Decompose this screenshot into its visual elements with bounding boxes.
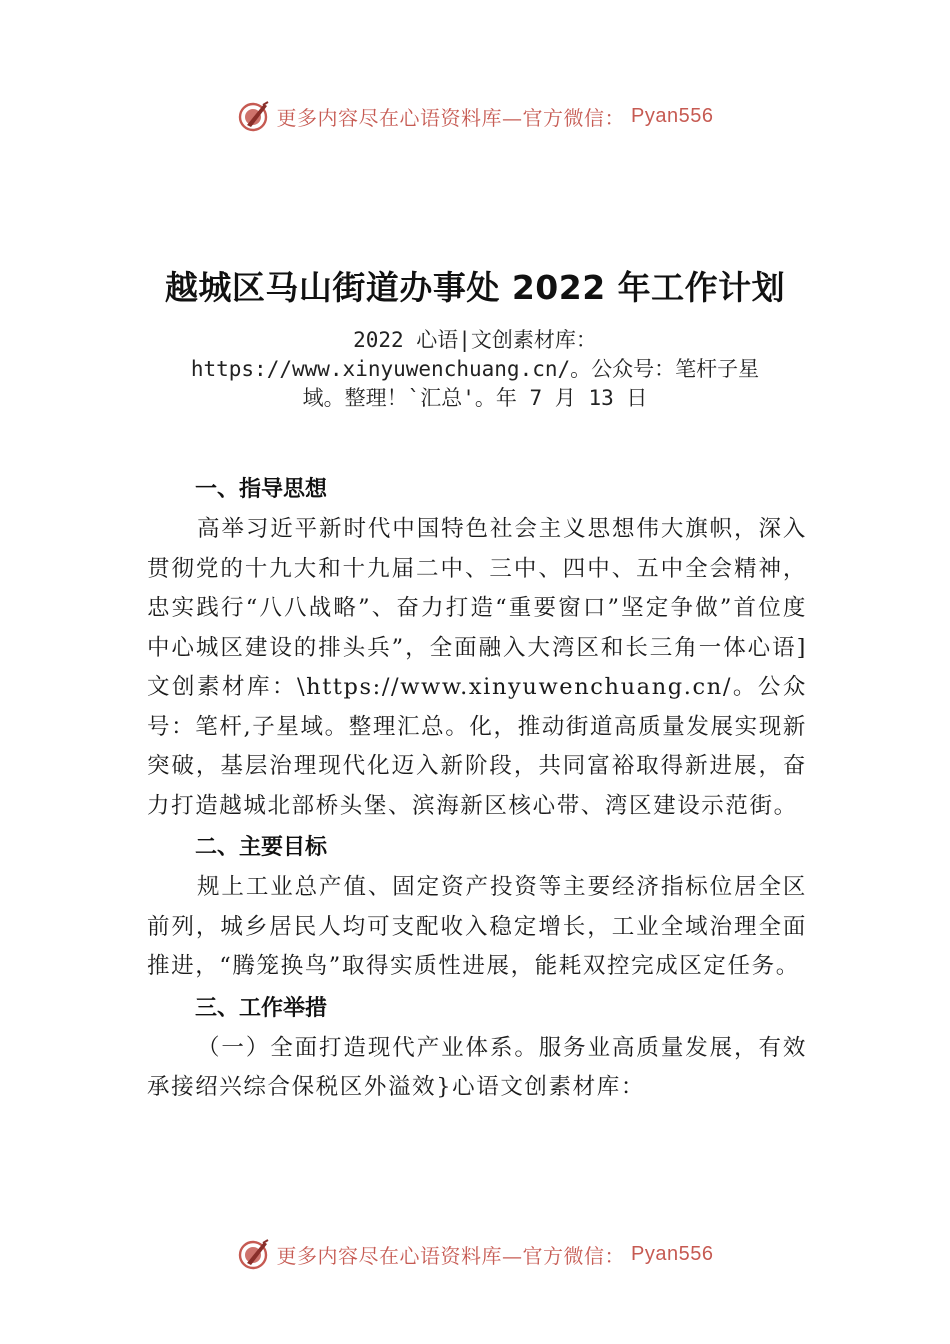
section-heading-work-measures: 三、工作举措 [195, 995, 328, 1021]
subtitle-line: 域。整理！`汇总'。年 7 月 13 日 [302, 386, 648, 410]
subtitle-line: https://www.xinyuwenchuang.cn/。公众号：笔杆子星 [190, 357, 760, 381]
quill-seal-icon [237, 1237, 271, 1271]
page-title: 越城区马山街道办事处 2022 年工作计划 [164, 268, 786, 307]
paragraph: （一）全面打造现代产业体系。服务业高质量发展，有效承接绍兴综合保税区外溢效}心语文创素材库： [147, 1034, 807, 1100]
document-body [147, 470, 807, 1108]
watermark-footer [0, 1234, 950, 1274]
subtitle [150, 326, 800, 413]
section-heading-guiding-ideology: 一、指导思想 [195, 477, 328, 502]
section-heading-main-goals: 二、主要目标 [195, 835, 328, 860]
quill-seal-icon [237, 99, 271, 133]
subtitle-line: 2022 心语|文创素材库： [353, 328, 597, 352]
watermark-text: 更多内容尽在心语资料库—官方微信： [276, 1243, 626, 1268]
paragraph: 规上工业总产值、固定资产投资等主要经济指标位居全区前列，城乡居民人均可支配收入稳定增长，工业全域治理全面推进，“腾笼换鸟”取得实质性进展，能耗双控完成区定任务。 [147, 874, 807, 979]
watermark-wechat-id: Pyan556 [631, 1242, 714, 1265]
paragraph: 高举习近平新时代中国特色社会主义思想伟大旗帜，深入贯彻党的十九大和十九届二中、三中、四中、五中全会精神，忠实践行“八八战略”、奋力打造“重要窗口”坚定争做”首位度中心城区建设的排头兵”，全面融入大湾区和长三角一体心语]文创素材库：\https://www.xinyuwenchuang.cn/。公众号：笔杆,子星域。整理汇总。化，推动街道高质量发展实现新突破，基层治理现代化迈入新阶段，共同富裕取得新进展，奋力打造越城北部桥头堡、滨海新区核心带、湾区建设示范街。 [147, 516, 807, 819]
watermark-wechat-id: Pyan556 [631, 104, 714, 127]
watermark-text: 更多内容尽在心语资料库—官方微信： [276, 105, 626, 130]
watermark-header [0, 96, 950, 136]
